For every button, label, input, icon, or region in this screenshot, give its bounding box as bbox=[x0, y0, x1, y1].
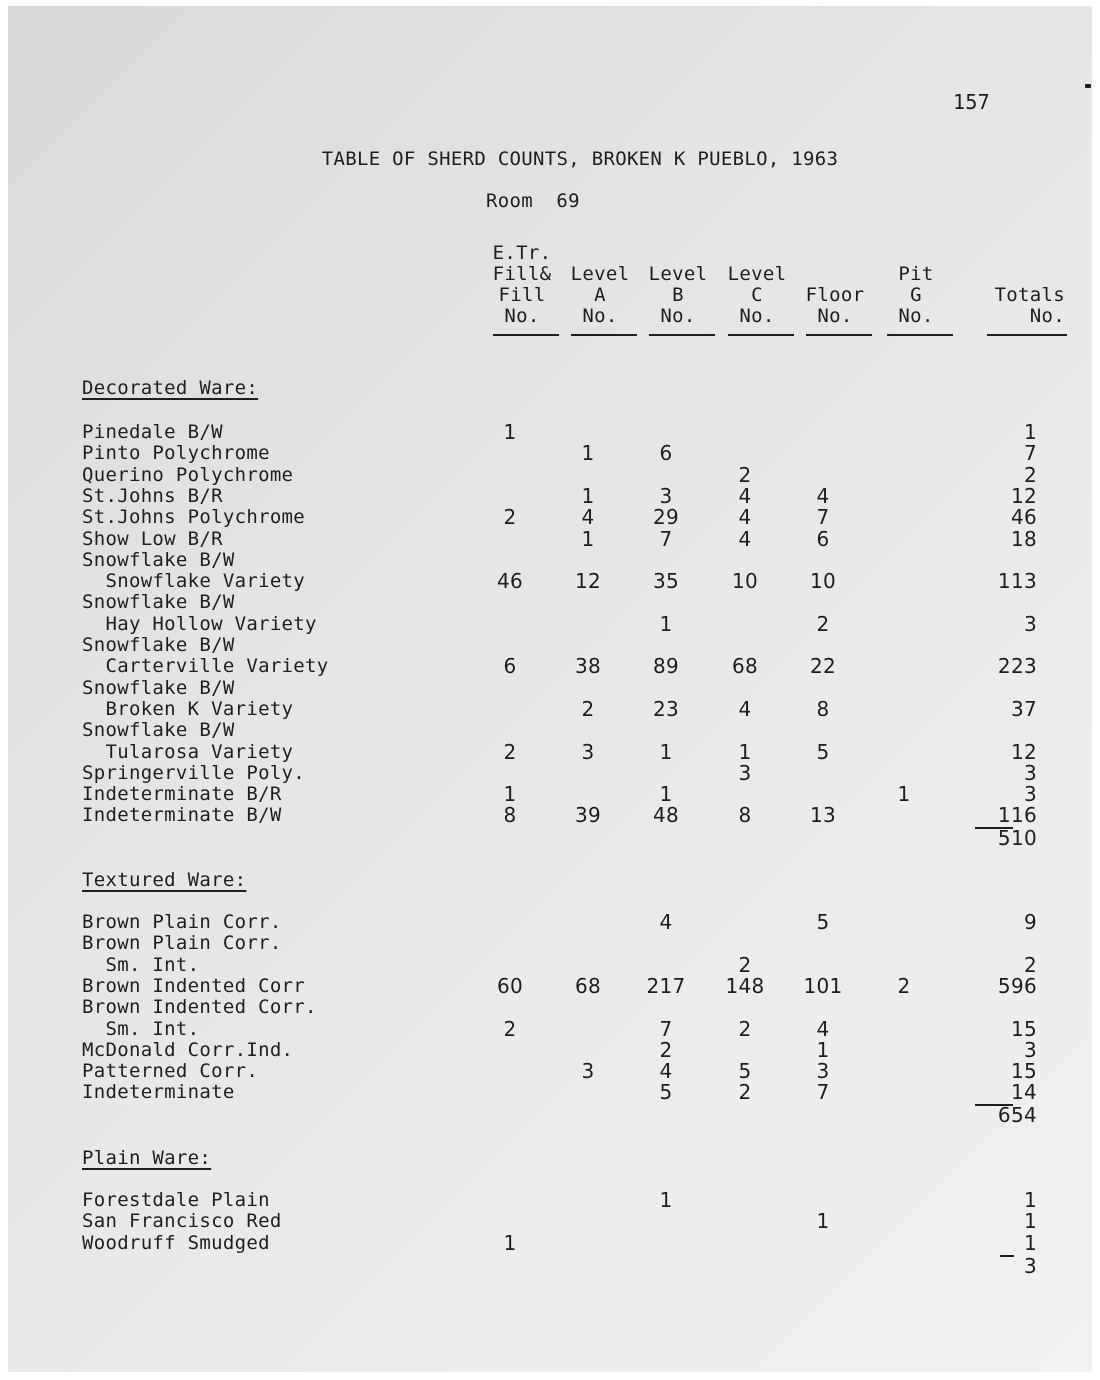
count-cell: 1 bbox=[659, 782, 673, 807]
count-cell: 2 bbox=[816, 611, 830, 636]
row-label: Snowflake B/W bbox=[82, 719, 235, 742]
column-header-underline bbox=[649, 334, 715, 336]
count-cell: 1 bbox=[897, 782, 911, 807]
count-cell: 8 bbox=[816, 696, 830, 721]
count-cell: 5 bbox=[738, 1059, 752, 1084]
count-cell: 22 bbox=[809, 654, 837, 679]
count-cell: 7 bbox=[659, 526, 673, 551]
count-cell: 2 bbox=[503, 739, 517, 764]
column-header-line: Pit bbox=[898, 263, 934, 285]
row-label: Indeterminate B/W bbox=[82, 804, 282, 827]
column-header-underline bbox=[728, 334, 794, 336]
count-cell: 2 bbox=[897, 973, 911, 998]
count-cell: 1 bbox=[581, 483, 595, 508]
count-cell: 48 bbox=[652, 803, 680, 828]
count-cell: 1 bbox=[581, 526, 595, 551]
subtotal-value: 3 bbox=[1023, 1253, 1037, 1278]
row-label: Brown Plain Corr. bbox=[82, 911, 282, 933]
count-cell: 4 bbox=[659, 910, 673, 934]
column-header-line: Floor bbox=[805, 284, 865, 306]
count-cell: 38 bbox=[574, 654, 602, 679]
count-cell: 3 bbox=[659, 483, 673, 508]
row-label: San Francisco Red bbox=[82, 1210, 282, 1233]
total-cell: 116 bbox=[997, 803, 1037, 828]
subtotal-value: 510 bbox=[997, 826, 1037, 851]
total-cell: 1 bbox=[1023, 1230, 1037, 1255]
row-label: Forestdale Plain bbox=[82, 1189, 270, 1211]
total-cell: 113 bbox=[997, 569, 1037, 594]
count-cell: 3 bbox=[816, 1059, 830, 1084]
count-cell: 29 bbox=[652, 505, 680, 530]
count-cell: 12 bbox=[574, 569, 602, 594]
count-cell: 4 bbox=[738, 483, 752, 508]
column-header-line: G bbox=[910, 284, 922, 306]
row-label: McDonald Corr.Ind. bbox=[82, 1038, 294, 1061]
count-cell: 1 bbox=[503, 782, 517, 807]
row-label: Patterned Corr. bbox=[82, 1060, 259, 1083]
count-cell: 1 bbox=[581, 441, 595, 466]
room-label: Room 69 bbox=[486, 190, 580, 212]
row-label: Indeterminate B/R bbox=[82, 783, 282, 806]
column-header-line: E.Tr. bbox=[492, 242, 552, 264]
count-cell: 4 bbox=[738, 526, 752, 551]
row-label: Indeterminate bbox=[82, 1081, 235, 1104]
row-label: Snowflake B/W bbox=[82, 591, 235, 614]
total-cell: 12 bbox=[1010, 483, 1037, 508]
count-cell: 1 bbox=[503, 420, 517, 444]
total-cell: 3 bbox=[1023, 611, 1037, 636]
section-heading: Textured Ware: bbox=[82, 869, 247, 891]
column-header-underline bbox=[493, 334, 559, 336]
count-cell: 6 bbox=[503, 654, 517, 679]
count-cell: 2 bbox=[503, 1016, 517, 1041]
column-header-underline bbox=[806, 334, 872, 336]
count-cell: 3 bbox=[581, 1059, 595, 1084]
total-cell: 18 bbox=[1010, 526, 1037, 551]
total-cell: 1 bbox=[1023, 1188, 1037, 1212]
total-cell: 7 bbox=[1023, 441, 1037, 466]
column-header-line: No. bbox=[504, 305, 540, 327]
count-cell: 217 bbox=[646, 973, 686, 998]
count-cell: 2 bbox=[503, 505, 517, 530]
column-header-underline bbox=[571, 334, 637, 336]
page-number: 157 bbox=[953, 90, 991, 114]
count-cell: 5 bbox=[659, 1080, 673, 1105]
count-cell: 2 bbox=[738, 462, 752, 487]
count-cell: 1 bbox=[738, 739, 752, 764]
count-cell: 3 bbox=[581, 739, 595, 764]
row-label: Broken K Variety bbox=[82, 697, 294, 720]
count-cell: 4 bbox=[581, 505, 595, 530]
count-cell: 23 bbox=[652, 696, 680, 721]
count-cell: 8 bbox=[503, 803, 517, 828]
total-cell: 46 bbox=[1010, 505, 1037, 530]
subtotal-value: 654 bbox=[997, 1103, 1037, 1128]
document-page bbox=[8, 6, 1092, 1372]
total-cell: 3 bbox=[1023, 782, 1037, 807]
total-cell: 15 bbox=[1010, 1016, 1037, 1041]
column-header-line: Totals bbox=[994, 284, 1065, 306]
count-cell: 13 bbox=[809, 803, 837, 828]
count-cell: 7 bbox=[816, 1080, 830, 1105]
count-cell: 2 bbox=[659, 1037, 673, 1062]
count-cell: 148 bbox=[725, 973, 765, 998]
section-heading: Decorated Ware: bbox=[82, 377, 259, 399]
column-header-line: B bbox=[672, 284, 684, 306]
row-label: Pinedale B/W bbox=[82, 421, 223, 443]
row-label: Hay Hollow Variety bbox=[82, 612, 317, 635]
count-cell: 89 bbox=[652, 654, 680, 679]
count-cell: 1 bbox=[816, 1037, 830, 1062]
row-label: Pinto Polychrome bbox=[82, 442, 270, 465]
column-header-line: No. bbox=[898, 305, 934, 327]
page-title: TABLE OF SHERD COUNTS, BROKEN K PUEBLO, 1963 bbox=[321, 148, 839, 170]
total-cell: 12 bbox=[1010, 739, 1037, 764]
count-cell: 2 bbox=[738, 952, 752, 977]
total-cell: 3 bbox=[1023, 760, 1037, 785]
count-cell: 8 bbox=[738, 803, 752, 828]
count-cell: 6 bbox=[659, 441, 673, 466]
column-header-line: No. bbox=[582, 305, 618, 327]
row-label: Snowflake B/W bbox=[82, 548, 235, 571]
row-label: Snowflake B/W bbox=[82, 634, 235, 656]
row-label: Brown Indented Corr. bbox=[82, 996, 317, 1019]
count-cell: 4 bbox=[738, 696, 752, 721]
count-cell: 1 bbox=[816, 1209, 830, 1234]
column-header-line: No. bbox=[1029, 305, 1065, 327]
count-cell: 4 bbox=[816, 483, 830, 508]
row-label: Brown Plain Corr. bbox=[82, 932, 282, 955]
column-header-line: Level bbox=[648, 263, 708, 285]
row-label: St.Johns Polychrome bbox=[82, 506, 306, 529]
column-header-line: Fill& bbox=[492, 263, 552, 285]
row-label: Snowflake B/W bbox=[82, 676, 235, 699]
column-header-underline bbox=[987, 334, 1067, 336]
count-cell: 2 bbox=[581, 696, 595, 721]
row-label: Woodruff Smudged bbox=[82, 1231, 270, 1254]
row-label: Sm. Int. bbox=[82, 953, 200, 976]
count-cell: 68 bbox=[574, 973, 602, 998]
count-cell: 46 bbox=[496, 569, 524, 594]
count-cell: 4 bbox=[816, 1016, 830, 1041]
stray-mark bbox=[1085, 84, 1091, 88]
column-header-line: Level bbox=[727, 263, 787, 285]
row-label: Snowflake Variety bbox=[82, 570, 306, 593]
column-header-line: No. bbox=[739, 305, 775, 327]
section-heading: Plain Ware: bbox=[82, 1147, 212, 1169]
count-cell: 3 bbox=[738, 760, 752, 785]
count-cell: 5 bbox=[816, 739, 830, 764]
count-cell: 4 bbox=[738, 505, 752, 530]
count-cell: 7 bbox=[659, 1016, 673, 1041]
count-cell: 5 bbox=[816, 910, 830, 934]
total-cell: 1 bbox=[1023, 420, 1037, 444]
total-cell: 1 bbox=[1023, 1209, 1037, 1234]
total-cell: 2 bbox=[1023, 462, 1037, 487]
row-label: Brown Indented Corr bbox=[82, 974, 306, 997]
count-cell: 101 bbox=[803, 973, 843, 998]
count-cell: 1 bbox=[503, 1230, 517, 1255]
total-cell: 2 bbox=[1023, 952, 1037, 977]
column-header-underline bbox=[887, 334, 953, 336]
row-label: Springerville Poly. bbox=[82, 761, 306, 784]
column-header-line: No. bbox=[817, 305, 853, 327]
row-label: Tularosa Variety bbox=[82, 740, 294, 763]
column-header-line: Fill bbox=[498, 284, 546, 306]
count-cell: 1 bbox=[659, 611, 673, 636]
total-cell: 596 bbox=[997, 973, 1037, 998]
count-cell: 10 bbox=[809, 569, 837, 594]
count-cell: 60 bbox=[496, 973, 524, 998]
row-label: Carterville Variety bbox=[82, 655, 329, 678]
count-cell: 2 bbox=[738, 1080, 752, 1105]
count-cell: 1 bbox=[659, 739, 673, 764]
column-header-line: A bbox=[594, 284, 606, 306]
row-label: Querino Polychrome bbox=[82, 463, 294, 486]
count-cell: 68 bbox=[731, 654, 759, 679]
count-cell: 6 bbox=[816, 526, 830, 551]
total-cell: 223 bbox=[997, 654, 1037, 679]
total-cell: 14 bbox=[1010, 1080, 1037, 1105]
count-cell: 4 bbox=[659, 1059, 673, 1084]
count-cell: 39 bbox=[574, 803, 602, 828]
column-header-line: Level bbox=[570, 263, 630, 285]
count-cell: 1 bbox=[659, 1188, 673, 1212]
row-label: St.Johns B/R bbox=[82, 484, 223, 507]
count-cell: 35 bbox=[652, 569, 680, 594]
total-cell: 3 bbox=[1023, 1037, 1037, 1062]
total-cell: 15 bbox=[1010, 1059, 1037, 1084]
total-cell: 37 bbox=[1010, 696, 1037, 721]
total-cell: 9 bbox=[1023, 910, 1037, 934]
count-cell: 7 bbox=[816, 505, 830, 530]
column-header-line: No. bbox=[660, 305, 696, 327]
count-cell: 10 bbox=[731, 569, 759, 594]
row-label: Sm. Int. bbox=[82, 1017, 200, 1040]
column-header-line: C bbox=[751, 284, 763, 306]
count-cell: 2 bbox=[738, 1016, 752, 1041]
row-label: Show Low B/R bbox=[82, 527, 223, 550]
